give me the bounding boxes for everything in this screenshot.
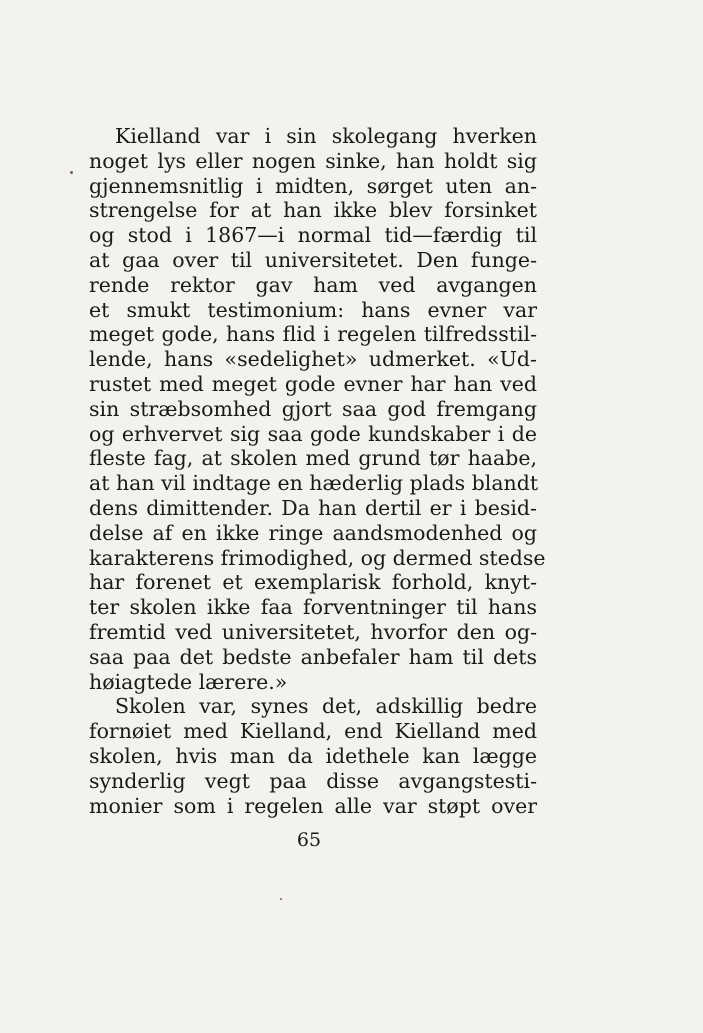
paragraph-2 xyxy=(89,694,537,818)
text-line: synderlig vegt paa disse avgangstesti- xyxy=(89,768,537,793)
text-line: Kielland var i sin skolegang hverken xyxy=(115,124,537,148)
paragraph-1 xyxy=(89,124,546,694)
text-line: fleste fag, at skolen med grund tør haabe, xyxy=(89,446,537,471)
text-line: sin stræbsomhed gjort saa god fremgang xyxy=(89,396,537,421)
text-line: at han vil indtage en hæderlig plads blandt xyxy=(89,471,539,496)
text-line: lende, hans «sedelighet» udmerket. «Ud- xyxy=(89,347,537,372)
text-line: Skolen var, synes det, adskillig bedre xyxy=(115,694,537,719)
text-line: fremtid ved universitetet, hvorfor den og- xyxy=(89,619,537,644)
text-line: noget lys eller nogen sinke, han holdt sig xyxy=(89,148,537,173)
text-line: og erhvervet sig saa gode kundskaber i de xyxy=(89,421,537,446)
text-line: saa paa det bedste anbefaler ham til dets xyxy=(89,644,537,669)
text-line: fornøiet med Kielland, end Kielland med xyxy=(89,719,537,744)
paper-speck xyxy=(70,171,73,174)
text-line: rende rektor gav ham ved avgangen xyxy=(89,272,537,297)
text-line: delse af en ikke ringe aandsmodenhed og xyxy=(89,520,537,545)
page-number: 65 xyxy=(296,829,322,851)
text-line: høiagtede lærere.» xyxy=(89,669,288,694)
text-line: dens dimittender. Da han dertil er i besid- xyxy=(89,495,537,520)
text-line: har forenet et exemplarisk forhold, knyt- xyxy=(89,570,537,595)
text-line: skolen, hvis man da idethele kan lægge xyxy=(89,743,537,768)
text-line: at gaa over til universitetet. Den funge- xyxy=(89,247,537,272)
text-line: et smukt testimonium: hans evner var xyxy=(89,297,537,322)
text-line: meget gode, hans flid i regelen tilfredsstil- xyxy=(89,322,537,347)
body-text xyxy=(89,124,546,818)
paper-speck xyxy=(280,898,282,900)
text-line: strengelse for at han ikke blev forsinket xyxy=(89,198,537,223)
text-line: monier som i regelen alle var støpt over xyxy=(89,793,537,818)
text-line: gjennemsnitlig i midten, sørget uten an- xyxy=(89,173,537,198)
text-line: ter skolen ikke faa forventninger til hans xyxy=(89,595,537,620)
text-line: rustet med meget gode evner har han ved xyxy=(89,371,537,396)
text-line: og stod i 1867—i normal tid—færdig til xyxy=(89,223,537,248)
text-line: karakterens frimodighed, og dermed stedse xyxy=(89,545,546,570)
